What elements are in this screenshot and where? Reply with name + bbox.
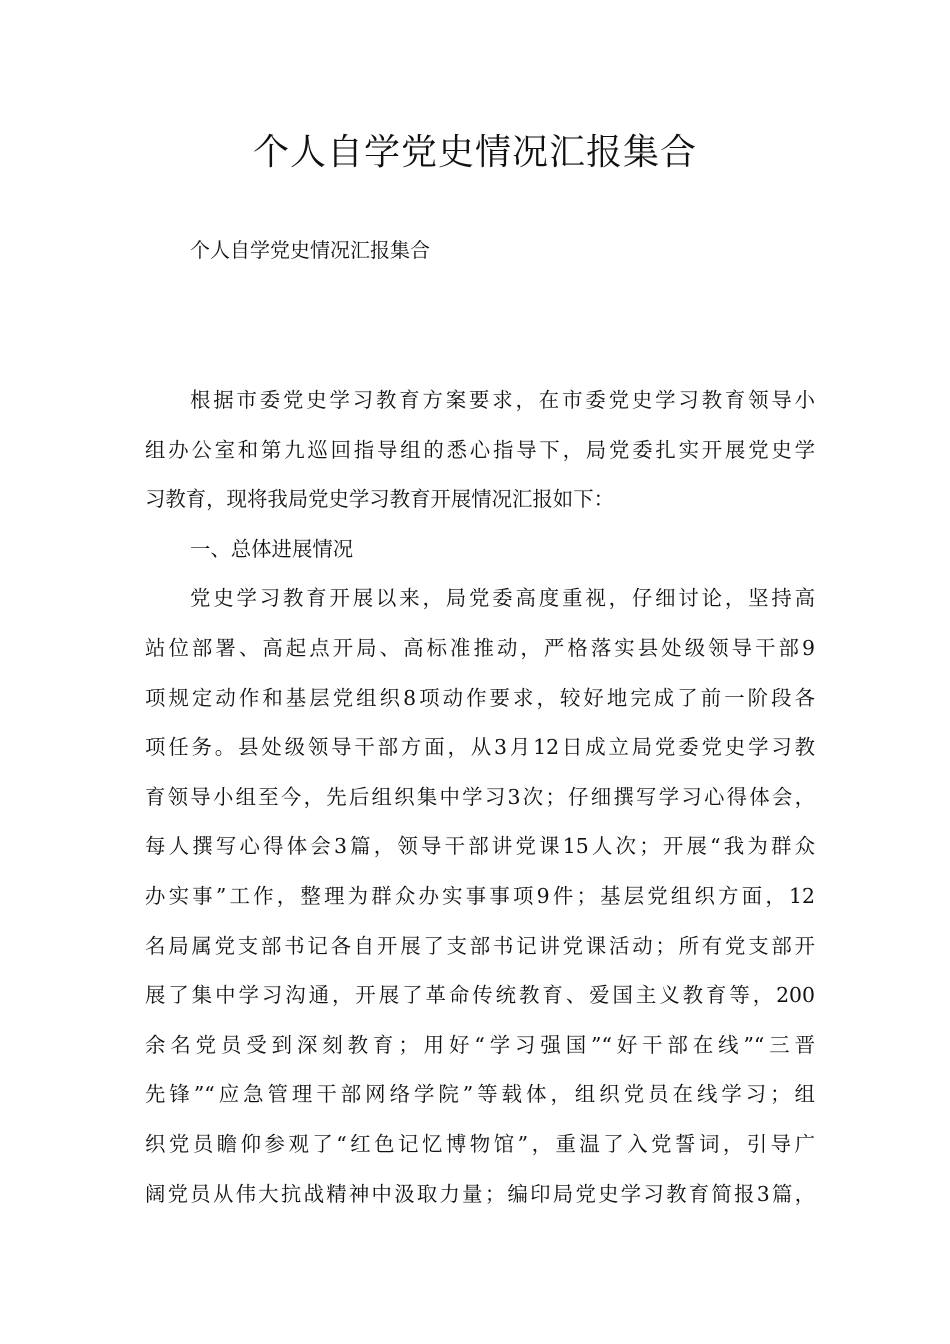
text-line: 习教育，现将我局党史学习教育开展情况汇报如下： xyxy=(145,487,614,512)
text-line: 织党员瞻仰参观了“红色记忆博物馆”，重温了入党誓词，引导广 xyxy=(145,1131,815,1156)
text-line: 党史学习教育开展以来，局党委高度重视，仔细讨论，坚持高 xyxy=(190,586,815,611)
text-line: 育领导小组至今，先后组织集中学习3次；仔细撰写学习心得体会， xyxy=(145,784,815,809)
document-title: 个人自学党史情况汇报集合 xyxy=(252,132,697,173)
section-heading: 一、总体进展情况 xyxy=(190,536,354,561)
text-line: 先锋”“应急管理干部网络学院”等载体，组织党员在线学习；组 xyxy=(145,1082,815,1107)
text-line: 余名党员受到深刻教育；用好“学习强国”“好干部在线”“三晋 xyxy=(145,1032,815,1057)
text-line: 项任务。县处级领导干部方面，从3月12日成立局党委党史学习教 xyxy=(145,735,815,760)
text-line: 项规定动作和基层党组织8项动作要求，较好地完成了前一阶段各 xyxy=(145,685,815,710)
document-subtitle: 个人自学党史情况汇报集合 xyxy=(190,238,430,262)
text-line: 根据市委党史学习教育方案要求，在市委党史学习教育领导小 xyxy=(190,388,815,412)
text-line: 站位部署、高起点开局、高标准推动，严格落实县处级领导干部9 xyxy=(145,635,815,660)
document-body xyxy=(145,383,815,1226)
text-line: 展了集中学习沟通，开展了革命传统教育、爱国主义教育等，200 xyxy=(145,983,815,1008)
text-line: 阔党员从伟大抗战精神中汲取力量；编印局党史学习教育简报3篇， xyxy=(145,1181,815,1206)
text-line: 名局属党支部书记各自开展了支部书记讲党课活动；所有党支部开 xyxy=(145,933,815,958)
text-line: 每人撰写心得体会3篇，领导干部讲党课15人次；开展“我为群众 xyxy=(145,834,815,859)
text-line: 组办公室和第九巡回指导组的悉心指导下，局党委扎实开展党史学 xyxy=(145,437,815,462)
text-line: 办实事”工作，整理为群众办实事事项9件；基层党组织方面，12 xyxy=(145,883,815,908)
